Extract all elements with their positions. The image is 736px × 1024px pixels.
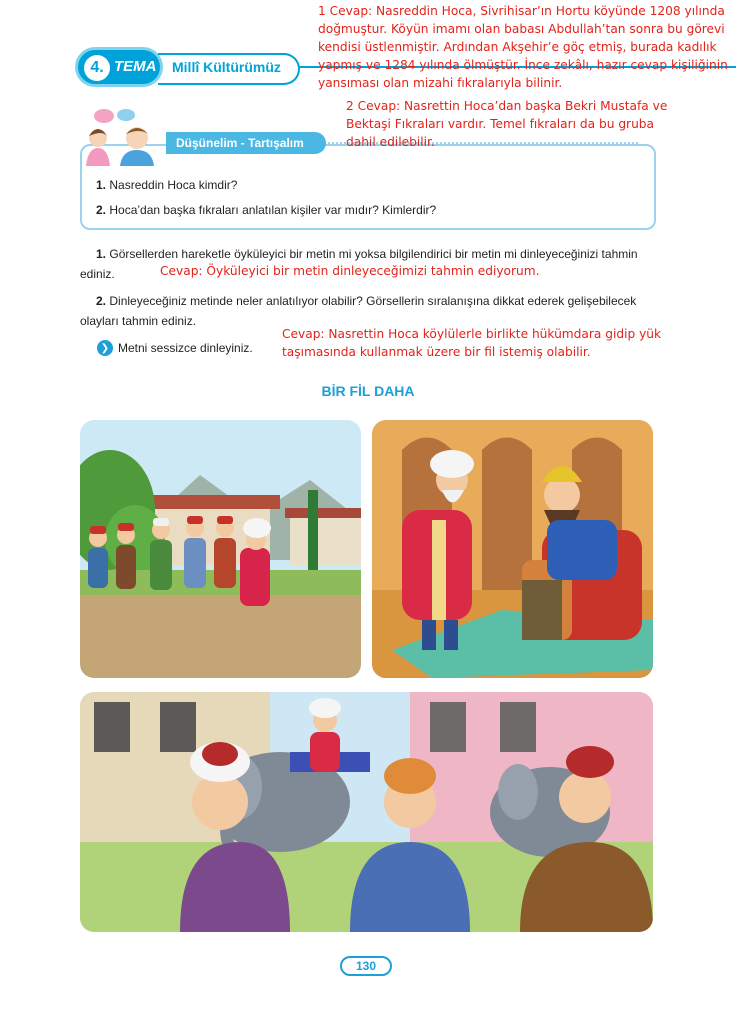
question-text: Nasreddin Hoca kimdir? bbox=[109, 178, 238, 192]
thinking-people-icon bbox=[82, 104, 162, 166]
discussion-question-2 bbox=[96, 203, 436, 217]
answer-4-line: Cevap: Nasrettin Hoca köylülerle birlikte hükümdara gidip yük bbox=[282, 327, 662, 341]
answer-2-line: dahil edilebilir. bbox=[346, 135, 435, 149]
chevron-right-icon: ❯ bbox=[97, 340, 113, 356]
question-number: 1. bbox=[96, 178, 107, 192]
discussion-tab: Düşünelim - Tartışalım bbox=[166, 132, 326, 154]
theme-word: TEMA bbox=[114, 58, 157, 75]
answer-1-line: kendisi üstlenmiştir. Ardından Akşehir’e göç etmiş, burada kadılık bbox=[318, 40, 717, 54]
discussion-question-1 bbox=[96, 178, 237, 192]
answer-4-line: taşımasında kullanmak üzere bir fil istemiş olabilir. bbox=[282, 345, 591, 359]
answer-1-line: yapmış ve 1284 yılında ölmüştür. İnce zekâlı, hazır cevap kişiliğinin bbox=[318, 58, 728, 72]
answer-2-line: 2 Cevap: Nasrettin Hoca’dan başka Bekri Mustafa ve bbox=[346, 99, 668, 113]
answer-1-line: doğmuştur. Köyün imamı olan babası Abdullah’tan sonra bu görevi bbox=[318, 22, 725, 36]
theme-title: Millî Kültürümüz bbox=[172, 59, 281, 75]
answer-2-line: Bektaşi Fıkraları vardır. Temel fıkraları da bu gruba bbox=[346, 117, 654, 131]
page-number: 130 bbox=[340, 956, 392, 976]
prompt-number: 2. bbox=[96, 294, 107, 308]
theme-number: 4. bbox=[84, 55, 110, 81]
answer-1 bbox=[318, 2, 728, 92]
illustration-hoca-and-sultan bbox=[372, 420, 653, 678]
question-text: Hoca’dan başka fıkraları anlatılan kişiler var mıdır? Kimlerdir? bbox=[109, 203, 437, 217]
answer-1-line: 1 Cevap: Nasreddin Hoca, Sivrihisar’ın Hortu köyünde 1208 yılında bbox=[318, 4, 725, 18]
prompt-text: Dinleyeceğiniz metinde neler anlatılıyor olabilir? Görsellerin sıralanışına dikkat ederek gelişebilecek bbox=[109, 294, 637, 308]
answer-3: Cevap: Öyküleyici bir metin dinleyeceğimizi tahmin ediyorum. bbox=[160, 264, 540, 278]
story-title: BİR FİL DAHA bbox=[321, 383, 415, 399]
illustration-villagers-walking bbox=[80, 420, 361, 678]
prompt-text: Görsellerden hareketle öyküleyici bir metin mi yoksa bilgilendirici bir metin mi dinleyeceğinizi tahmin bbox=[109, 247, 638, 261]
prompt-text: ediniz. bbox=[80, 267, 115, 281]
prompt-text: olayları tahmin ediniz. bbox=[80, 314, 197, 328]
prompt-number: 1. bbox=[96, 247, 107, 261]
listen-instruction: Metni sessizce dinleyiniz. bbox=[118, 341, 253, 355]
answer-1-line: yansıması olan mizahi fıkralarıyla bilinir. bbox=[318, 76, 563, 90]
illustration-elephant-crowd bbox=[80, 692, 653, 932]
answer-4 bbox=[282, 325, 661, 361]
question-number: 2. bbox=[96, 203, 107, 217]
answer-2 bbox=[346, 97, 667, 151]
